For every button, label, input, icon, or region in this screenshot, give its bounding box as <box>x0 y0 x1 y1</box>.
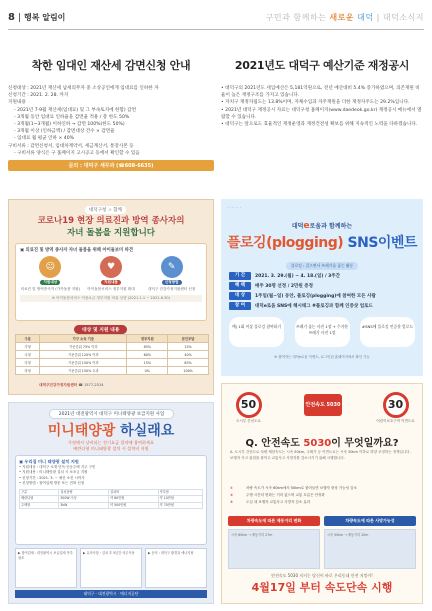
table-cell: 60% <box>127 351 168 359</box>
table-cell: 약 70만원 <box>158 502 202 509</box>
poster-headline <box>225 232 419 252</box>
detail-value: 2021. 3. 29.(월) ~ 4. 18.(일) / 3주간 <box>255 274 340 279</box>
article-bullet-list <box>8 85 214 157</box>
table-cell: 15% <box>168 343 209 351</box>
poster-question <box>222 434 422 449</box>
poster-plogging-event <box>221 199 423 376</box>
info-item-label: 신청방법 <box>162 280 182 285</box>
bullet-item: 신청기간 : 2021. 2. 28. 까지 <box>8 93 69 99</box>
page-number: 8 <box>8 11 15 23</box>
effect-number: ③ <box>230 500 233 504</box>
effect-text: 차량 속도가 시속 60km에서 50km로 줄어들면 보행자 중상 가능성 감소 <box>246 486 357 490</box>
table-row <box>20 502 203 509</box>
headline-line-1: 코로나19 현장 의료진과 방역 종사자의 <box>37 216 185 226</box>
headline-tail: 하실래요 <box>115 423 175 439</box>
headline-paren: (plogging) <box>266 235 344 251</box>
lower-info-box: ▶ 문의 : 대덕구 환경과 에너지팀 <box>145 548 207 588</box>
table-cell: 기준중위 150% 초과 <box>40 367 127 375</box>
page-section-title: 행복 알림이 <box>23 12 66 22</box>
table-row <box>16 351 209 359</box>
info-line: • 지원내용 : 미니태양광 설치 시 보조금 지원 <box>19 470 88 474</box>
bullet-item: - 3개월(1~3개월) 이하인하 → 감면 100%(한도 50%) <box>14 122 125 128</box>
info-item-text: 아이돌봄서비스 정부지원 확대 <box>87 287 135 291</box>
notice-text: ※ 아이돌봄서비스 이용요금 정부지원 비율 상향 (2021.1.1 ~ 2021.6.30) <box>20 295 202 302</box>
table-cell: 자부담 <box>158 489 202 496</box>
detail-tag: 혜 택 <box>229 282 251 290</box>
table-cell: 3kW <box>59 502 109 509</box>
subtitle-line: 가정에서 낭비되는 전기요금 절약에 참여하세요 <box>67 440 155 445</box>
info-item <box>20 256 80 292</box>
step-card: #SNS에 플로깅 인증샷 업로드 <box>360 317 415 347</box>
speed-limit-icon: 30 <box>383 392 409 418</box>
poster-headline <box>9 215 213 239</box>
bullet-item: - 3개월 이상 (인하금액) / 감면대상 건수 × 감면율 <box>14 129 115 135</box>
slogan-tail: | 대덕소식지 <box>373 12 424 22</box>
effect-text: 도심 내 보행자 교통사고 사망자 감소 효과 <box>246 500 311 504</box>
comparison-illustrations <box>228 529 416 569</box>
question-suffix: 이 무엇일까요? <box>331 438 399 449</box>
header-divider <box>19 13 20 22</box>
table-cell: 100% <box>168 367 209 375</box>
headline-line-2: 자녀 돌봄을 지원합니다 <box>66 228 156 238</box>
effect-item <box>230 486 414 491</box>
program-pill: 2021년 대전광역시 대덕구 미니태양광 보급지원 사업 <box>49 409 174 419</box>
comparison-header: 차량속도에 따른 제동거리 변화 <box>228 516 320 526</box>
detail-tag: 기 간 <box>229 272 251 280</box>
definition-pill: 플로깅 : 걸으면서 쓰레기를 줍는 활동 <box>286 262 358 270</box>
comparison-header: 차량속도에 따른 사망가능성 <box>324 516 416 526</box>
poster-note: ※ 참여자는 대덕e로움 이벤트, 로그인된 홈페이지에서 확인 가능 <box>274 355 370 359</box>
table-cell: 0% <box>127 367 168 375</box>
lower-info-boxes <box>15 548 207 588</box>
bullet-item: - 구비서류 양식은 구 홈페이지 고시공고 등에서 확인할 수 있음 <box>14 150 140 156</box>
inquiry-banner: 문의 : 대덕구 세무과 (☎608-6635) <box>8 160 214 171</box>
detail-row <box>229 292 415 300</box>
table-cell: 설치용량 <box>59 489 109 496</box>
sign-caption: 도시부 간선도로 <box>236 419 261 423</box>
table-row <box>16 359 209 367</box>
illustration-panel: 시속 50km → 제동거리 20m <box>324 529 416 569</box>
effect-number: ② <box>230 493 233 497</box>
info-item-label: 지원대상 <box>40 280 60 285</box>
info-box <box>15 243 207 321</box>
footer-slogan: 안전속도 5030 지키는 당신이 바로 우리동네 안전 지킴이! <box>271 573 373 578</box>
event-details <box>229 272 415 312</box>
table-cell: 나형 <box>16 351 40 359</box>
poster-banner <box>225 221 419 268</box>
article-paragraph-list <box>221 85 423 128</box>
question-prefix: Q. 안전속도 <box>245 438 304 449</box>
illustration-panel: 시속 60km → 제동거리 27m <box>228 529 320 569</box>
step-card: 예) 1회 이상 플로깅 참여하기 <box>229 317 284 347</box>
lower-info-box: ▶ 참여업체 : 대전광역시 보급업체 목록 참조 <box>15 548 77 588</box>
headline-word: 플로깅 <box>227 235 267 251</box>
table-row <box>16 367 209 375</box>
poster-safe-speed-5030 <box>221 383 423 604</box>
info-item-text: 대덕구 건강가정지원센터 신청 <box>147 287 196 291</box>
article-title: 2021년도 대덕구 예산기준 재정공시 <box>234 59 410 72</box>
bullet-item: - 2021년 7·9월 재산세(임대료) 및 그 부속토지에 한함) 감면 <box>14 107 137 113</box>
table-cell: 가형 <box>16 343 40 351</box>
document-icon: ✎ <box>161 256 183 278</box>
page-header <box>8 6 424 28</box>
table-cell: 기준중위 75% 이하 <box>40 343 127 351</box>
bullet-item: 지원내용 <box>8 100 26 106</box>
table-cell: 약 500만원 <box>109 502 159 509</box>
article-tax-reduction <box>8 57 214 171</box>
headline-word: 미니태양광 <box>47 423 116 439</box>
brand-suffix: 로움과 함께하는 <box>309 223 353 230</box>
detail-row <box>229 302 415 310</box>
poster-covid-childcare <box>8 199 214 395</box>
detail-value: 1주일(월~일) 동안, 플로깅(plogging)에 참여한 모든 사람 <box>255 294 376 299</box>
brand-e-letter: e <box>303 221 310 231</box>
effect-number: ① <box>230 486 233 490</box>
info-item-label: 지원내용 <box>101 280 121 285</box>
table-header-row <box>16 335 209 343</box>
header-rule <box>8 29 424 30</box>
table-cell: 300W 이상 <box>59 496 109 503</box>
table-cell: 다형 <box>16 359 40 367</box>
subtitle-line: 베란다형 미니태양광 설치 시 설치비 지원 <box>73 446 149 451</box>
table-header-cell: 정부지원 <box>127 335 168 343</box>
caregiver-icon: ♥ <box>100 256 122 278</box>
support-table <box>15 334 209 375</box>
slogan-prefix: 구민과 함께하는 <box>265 12 330 22</box>
info-line: • 지원대상 : 대덕구 소재 단독·공동주택 거주 구민 <box>19 464 96 469</box>
table-cell: 15% <box>127 359 168 367</box>
info-item-text: 의료진 및 방역종사자 (가족돌봄 지원) <box>20 287 81 291</box>
table-cell: 약 60만원 <box>109 496 159 503</box>
footer-phone: ☎ 1577-2514 <box>78 383 104 387</box>
poster-footer <box>222 573 422 595</box>
paragraph: • 2021년 대덕구 재정공시 자료는 대덕구청 홈페이지(www.daedeok.go.kr) 재정공시 메뉴에서 열람할 수 있습니다. <box>221 107 422 120</box>
table-cell: 40% <box>168 351 209 359</box>
slogan-district: 대덕 <box>354 12 374 22</box>
poster-mini-solar <box>8 402 214 604</box>
table-cell: 주택형 <box>20 502 59 509</box>
brand-name: 대덕 <box>291 223 304 230</box>
detail-value: 대덕e로움 SNS에 해시태그 #플로깅과 함께 인증샷 업로드 <box>255 304 373 309</box>
decorative-dots: · · · · · · <box>227 205 241 210</box>
info-box-title: ▣ 의료진 및 방역 종사자 자녀 돌봄을 위해 아이돌보미 파견 <box>20 248 133 253</box>
footer-headline: 4월17일 부터 속도단속 시행 <box>251 581 393 594</box>
poster-headline <box>9 420 213 440</box>
info-item <box>81 256 141 292</box>
speed-sign-50 <box>226 392 271 424</box>
participation-steps <box>229 317 415 347</box>
sign-caption: 어린이보호구역 이면도로 <box>376 419 415 423</box>
sponsor-bar: 대덕구 · 대전광역시 · 에너지공단 <box>15 590 207 598</box>
paragraph: • 자치구 재정자립도는 13.8%이며, 자체수입과 자주재원을 더한 재정자주도는 29.2%입니다. <box>221 100 410 106</box>
table-cell: 85% <box>127 343 168 351</box>
effect-item <box>230 500 414 505</box>
detail-row <box>229 272 415 280</box>
slogan-highlight: 새로운 <box>329 12 355 22</box>
cost-table <box>19 489 203 510</box>
district-logo: 대덕구청 ☆ 함께 <box>85 206 126 214</box>
detail-tag: 대 상 <box>229 292 251 300</box>
effect-text: 주행 시간의 변화는 거의 없으며 교통 흐름은 안정화 <box>246 493 325 497</box>
family-icon: ☺ <box>39 256 61 278</box>
lower-info-box: ▶ 유의사항 : 설치 후 5년간 의무사용 <box>80 548 142 588</box>
bullet-item: 신청대상 : 2021년 재산세 납세의무자 중 소상공인에게 임대료를 인하한 자 <box>8 86 159 91</box>
poster-footer <box>39 383 104 388</box>
article-title: 착한 임대인 재산세 감면신청 안내 <box>31 59 191 72</box>
table-cell: 약 10만원 <box>158 496 202 503</box>
footer-org: 대덕구건강가정지원센터 <box>39 383 78 387</box>
effect-list <box>230 486 414 507</box>
bullet-item: 구비서류 : 감면신청서, 임대차계약서, 세금계산서, 통장사본 등 <box>8 143 134 149</box>
table-cell: 라형 <box>16 367 40 375</box>
info-icon-row <box>20 256 202 292</box>
comparison-headers <box>228 516 416 526</box>
paragraph: • 대덕구는 앞으로도 효율적인 재정운영과 재정건전성 확보를 위해 지속적인 노력을 다하겠습니다. <box>221 122 418 128</box>
table-cell: 설치비 <box>109 489 159 496</box>
table-header-cell: 본인부담 <box>168 335 209 343</box>
table-header-cell: 가구 소득 기준 <box>40 335 127 343</box>
info-card-title: ▣ 우리집 미니 태양광 설치 지원 <box>19 459 79 464</box>
paragraph: • 대덕구의 2021년도 세입예산은 5,181억원으로, 전년 예산대비 5.4% 증가하였으며, 의존재원 비율이 높은 재정구조를 가지고 있습니다. <box>221 86 420 99</box>
banner-subtitle <box>225 221 419 231</box>
bullet-item: - 임대료 월 평균 인하 × 40% <box>14 136 74 142</box>
speed-sign-30 <box>373 392 418 424</box>
speed-limit-icon: 50 <box>236 392 262 418</box>
table-cell: 베란다형 <box>20 496 59 503</box>
table-cell: 기준중위 150% 이하 <box>40 359 127 367</box>
table-header-cell: 구분 <box>16 335 40 343</box>
table-title: 대상 및 지원 내용 <box>74 325 127 334</box>
bullet-item: - 3개월 동안 임대료 인하율을 감면율 적용 / 총 한도 50% <box>14 114 130 120</box>
info-line: • 신청기간 : 2021. 3. ~ 예산 소진 시까지 <box>19 475 85 480</box>
detail-value: 매주 30명 선정 / 2만원 증정 <box>255 284 313 289</box>
slogan <box>266 12 424 23</box>
table-cell: 구분 <box>20 489 59 496</box>
headline-tail: SNS이벤트 <box>343 235 417 251</box>
info-card <box>15 455 207 545</box>
detail-row <box>229 282 415 290</box>
info-item <box>142 256 202 292</box>
table-cell: 기준중위 120% 이하 <box>40 351 127 359</box>
poster-subtitle <box>9 440 213 452</box>
explanation-text: A. 도시부 간선도로 차량 제한속도는 시속 50km, 주택가 등 이면도로는 시속 30km 이하로 하향 조정하는 정책입니다. 보행자 사고 위험을 줄이고 교통사고 사망자를 감소시키기 위해 시행합니다. <box>230 450 411 460</box>
info-line: • 신청방법 : 참여업체 방문 또는 전화 신청 <box>19 481 85 485</box>
effect-item <box>230 493 414 498</box>
question-emphasis: 5030 <box>303 438 332 449</box>
article-finance-disclosure <box>221 57 423 128</box>
campaign-logo: 안전속도 5030 <box>304 394 342 416</box>
table-row <box>16 343 209 351</box>
step-card: 쓰레기 줍는 사진 1장 + 수거한 쓰레기 사진 1장 <box>295 317 350 347</box>
table-cell: 85% <box>168 359 209 367</box>
detail-tag: 참 여 <box>229 302 251 310</box>
